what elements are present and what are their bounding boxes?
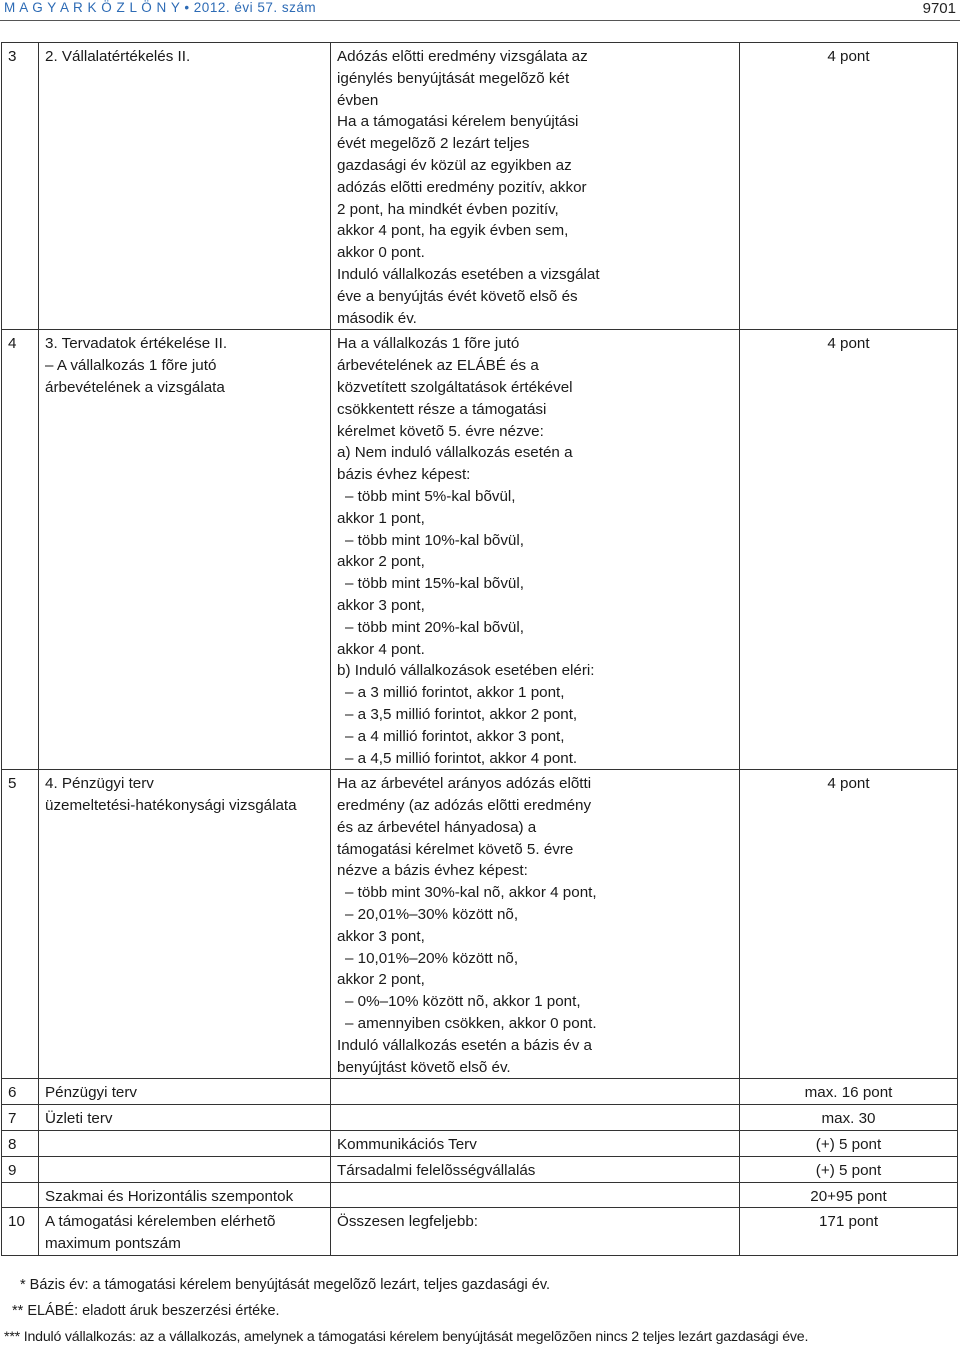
description-line: – több mint 5%-kal bõvül, — [345, 487, 516, 505]
footnotes — [0, 1272, 960, 1350]
description-line: második év. — [337, 309, 417, 327]
criterion-line: árbevételének a vizsgálata — [45, 378, 225, 396]
points-cell — [740, 1105, 958, 1131]
description-line: Adózás elõtti eredmény vizsgálata az — [337, 48, 588, 65]
description-line: igénylés benyújtását megelõzõ két — [337, 69, 570, 87]
total-middle-cell — [331, 1208, 740, 1256]
description-line: akkor 4 pont, ha egyik évben sem, — [337, 222, 569, 240]
points-cell — [740, 1208, 958, 1256]
points-text: 4 pont — [827, 775, 870, 793]
table-row — [2, 330, 958, 770]
total-row — [2, 1208, 958, 1256]
description-line: – több mint 20%-kal bõvül, — [345, 618, 524, 636]
description-line: akkor 2 pont, — [337, 971, 425, 989]
description-line: Ha az árbevétel arányos adózás elõtti — [337, 775, 592, 793]
description-line: – a 3 millió forintot, akkor 1 pont, — [345, 684, 565, 702]
points-text: 4 pont — [827, 335, 870, 353]
description-line: a) Nem induló vállalkozás esetén a — [337, 444, 573, 462]
row-number — [2, 1208, 39, 1256]
points-text: max. 16 pont — [804, 1084, 893, 1102]
points-cell — [740, 1131, 958, 1157]
description-line: – több mint 30%-kal nõ, akkor 4 pont, — [345, 884, 597, 902]
row-number-text: 5 — [8, 775, 17, 793]
row-number — [2, 1182, 39, 1208]
summary-row — [2, 1105, 958, 1131]
criterion-cell — [39, 43, 331, 330]
description-line: – 20,01%–30% között nõ, — [345, 906, 519, 924]
summary-row — [2, 1131, 958, 1157]
points-cell — [740, 43, 958, 330]
summary-row — [2, 1156, 958, 1182]
description-line: támogatási kérelmet követõ 5. évre — [337, 840, 574, 858]
row-number — [2, 330, 39, 770]
description-line: – 10,01%–20% között nõ, — [345, 949, 519, 967]
description-line: akkor 4 pont. — [337, 640, 425, 658]
total-left-cell — [39, 1208, 331, 1256]
points-text: 4 pont — [827, 48, 870, 65]
summary-middle-text: Társadalmi felelõsségvállalás — [337, 1161, 536, 1179]
row-number-text: 4 — [8, 335, 17, 353]
summary-left-cell — [39, 1079, 331, 1105]
description-line: Induló vállalkozás esetén a bázis év a — [337, 1036, 592, 1054]
summary-middle-cell — [331, 1079, 740, 1105]
table-row — [2, 770, 958, 1079]
summary-middle-cell — [331, 1156, 740, 1182]
description-line: – 0%–10% között nõ, akkor 1 pont, — [345, 993, 581, 1011]
points-cell — [740, 1156, 958, 1182]
criterion-line: 4. Pénzügyi terv — [45, 775, 154, 793]
description-line: Ha a vállalkozás 1 fõre jutó — [337, 335, 520, 353]
summary-middle-cell — [331, 1131, 740, 1157]
description-line: éve a benyújtás évét követõ elsõ és — [337, 287, 578, 305]
row-number — [2, 43, 39, 330]
description-line: adózás elõtti eredmény pozitív, akkor — [337, 178, 587, 196]
row-number — [2, 1156, 39, 1182]
description-line: akkor 3 pont, — [337, 596, 425, 614]
row-number-text: 8 — [8, 1136, 17, 1154]
description-line: akkor 2 pont, — [337, 553, 425, 571]
description-line: csökkentett része a támogatási — [337, 400, 547, 418]
summary-left-cell — [39, 1131, 331, 1157]
description-line: árbevételének az ELÁBÉ és a — [337, 357, 539, 375]
description-line: akkor 1 pont, — [337, 509, 425, 527]
description-line: közvetített szolgáltatások értékével — [337, 378, 573, 396]
footnote-base-year: * Bázis év: a támogatási kérelem benyújtását megelõzõ lezárt, teljes gazdasági év. — [20, 1277, 551, 1293]
summary-left-text: Pénzügyi terv — [45, 1084, 138, 1102]
summary-left-cell — [39, 1156, 331, 1182]
description-line: akkor 0 pont. — [337, 244, 425, 262]
row-number-text: 10 — [8, 1213, 25, 1231]
description-line: és az árbevétel hányadosa) a — [337, 818, 537, 836]
table-row — [2, 43, 958, 330]
row-number-text: 3 — [8, 48, 17, 65]
total-left-line: maximum pontszám — [45, 1235, 181, 1253]
description-line: – a 3,5 millió forintot, akkor 2 pont, — [345, 705, 578, 723]
points-cell — [740, 770, 958, 1079]
row-number — [2, 1105, 39, 1131]
description-line: bázis évhez képest: — [337, 466, 471, 484]
summary-left-cell — [39, 1105, 331, 1131]
row-number-text: 6 — [8, 1084, 17, 1102]
summary-middle-text: Kommunikációs Terv — [337, 1136, 477, 1154]
header-rule — [0, 20, 960, 21]
footnote-elabe: ** ELÁBÉ: eladott áruk beszerzési értéke. — [12, 1303, 280, 1319]
total-points-text: 171 pont — [818, 1213, 879, 1231]
journal-title: M A G Y A R K Ö Z L Ö N Y • 2012. évi 57. szám — [4, 0, 317, 15]
row-number-text: 7 — [8, 1110, 17, 1128]
points-cell — [740, 1182, 958, 1208]
points-cell — [740, 1079, 958, 1105]
summary-row — [2, 1182, 958, 1208]
description-line: 2 pont, ha mindkét évben pozitív, — [337, 200, 559, 218]
row-number — [2, 1079, 39, 1105]
description-line: Induló vállalkozás esetében a vizsgálat — [337, 265, 600, 283]
summary-middle-cell — [331, 1105, 740, 1131]
row-number — [2, 1131, 39, 1157]
summary-left-cell — [39, 1182, 331, 1208]
summary-left-text: Szakmai és Horizontális szempontok — [45, 1187, 294, 1205]
description-line: eredmény (az adózás elõtti eredmény — [337, 797, 592, 815]
description-line: – a 4 millió forintot, akkor 3 pont, — [345, 727, 565, 745]
description-line: akkor 3 pont, — [337, 927, 425, 945]
row-number-text: 9 — [8, 1161, 17, 1179]
description-line: b) Induló vállalkozások esetében eléri: — [337, 662, 595, 680]
description-line: – több mint 10%-kal bõvül, — [345, 531, 524, 549]
description-line: évben — [337, 91, 379, 109]
summary-middle-cell — [331, 1182, 740, 1208]
points-text: 20+95 pont — [810, 1187, 887, 1205]
points-text: max. 30 — [821, 1110, 876, 1128]
summary-left-text: Üzleti terv — [45, 1110, 113, 1128]
points-text: (+) 5 pont — [815, 1136, 882, 1154]
description-line: – több mint 15%-kal bõvül, — [345, 575, 524, 593]
description-line: gazdasági év közül az egyikben az — [337, 156, 572, 174]
footnote-startup: *** Induló vállalkozás: az a vállalkozás, amelynek a támogatási kérelem benyújtását megelõzõen nincs 2 teljes lezárt gazdasági éve. — [4, 1329, 809, 1345]
row-number — [2, 770, 39, 1079]
description-line: nézve a bázis évhez képest: — [337, 862, 528, 880]
criterion-cell — [39, 770, 331, 1079]
criterion-line: üzemeltetési-hatékonysági vizsgálata — [45, 797, 297, 815]
description-line: – amennyiben csökken, akkor 0 pont. — [345, 1015, 597, 1033]
description-cell — [331, 330, 740, 770]
page-header — [0, 0, 960, 22]
summary-row — [2, 1079, 958, 1105]
description-line: évét megelõzõ 2 lezárt teljes — [337, 135, 530, 153]
scoring-table — [1, 42, 958, 1256]
description-line: kérelmet követõ 5. évre nézve: — [337, 422, 544, 440]
criterion-line: – A vállalkozás 1 fõre jutó — [45, 357, 217, 375]
criterion-line: 3. Tervadatok értékelése II. — [45, 335, 228, 353]
points-text: (+) 5 pont — [815, 1161, 882, 1179]
description-line: benyújtást követõ elsõ év. — [337, 1058, 511, 1076]
criterion-line: 2. Vállalatértékelés II. — [45, 48, 191, 65]
description-line: – a 4,5 millió forintot, akkor 4 pont. — [345, 749, 578, 767]
criterion-cell — [39, 330, 331, 770]
points-cell — [740, 330, 958, 770]
description-line: Ha a támogatási kérelem benyújtási — [337, 113, 579, 131]
page-number: 9701 — [922, 0, 956, 17]
description-cell — [331, 770, 740, 1079]
total-middle-text: Összesen legfeljebb: — [337, 1213, 478, 1231]
description-cell — [331, 43, 740, 330]
total-left-line: A támogatási kérelemben elérhetõ — [45, 1213, 276, 1231]
